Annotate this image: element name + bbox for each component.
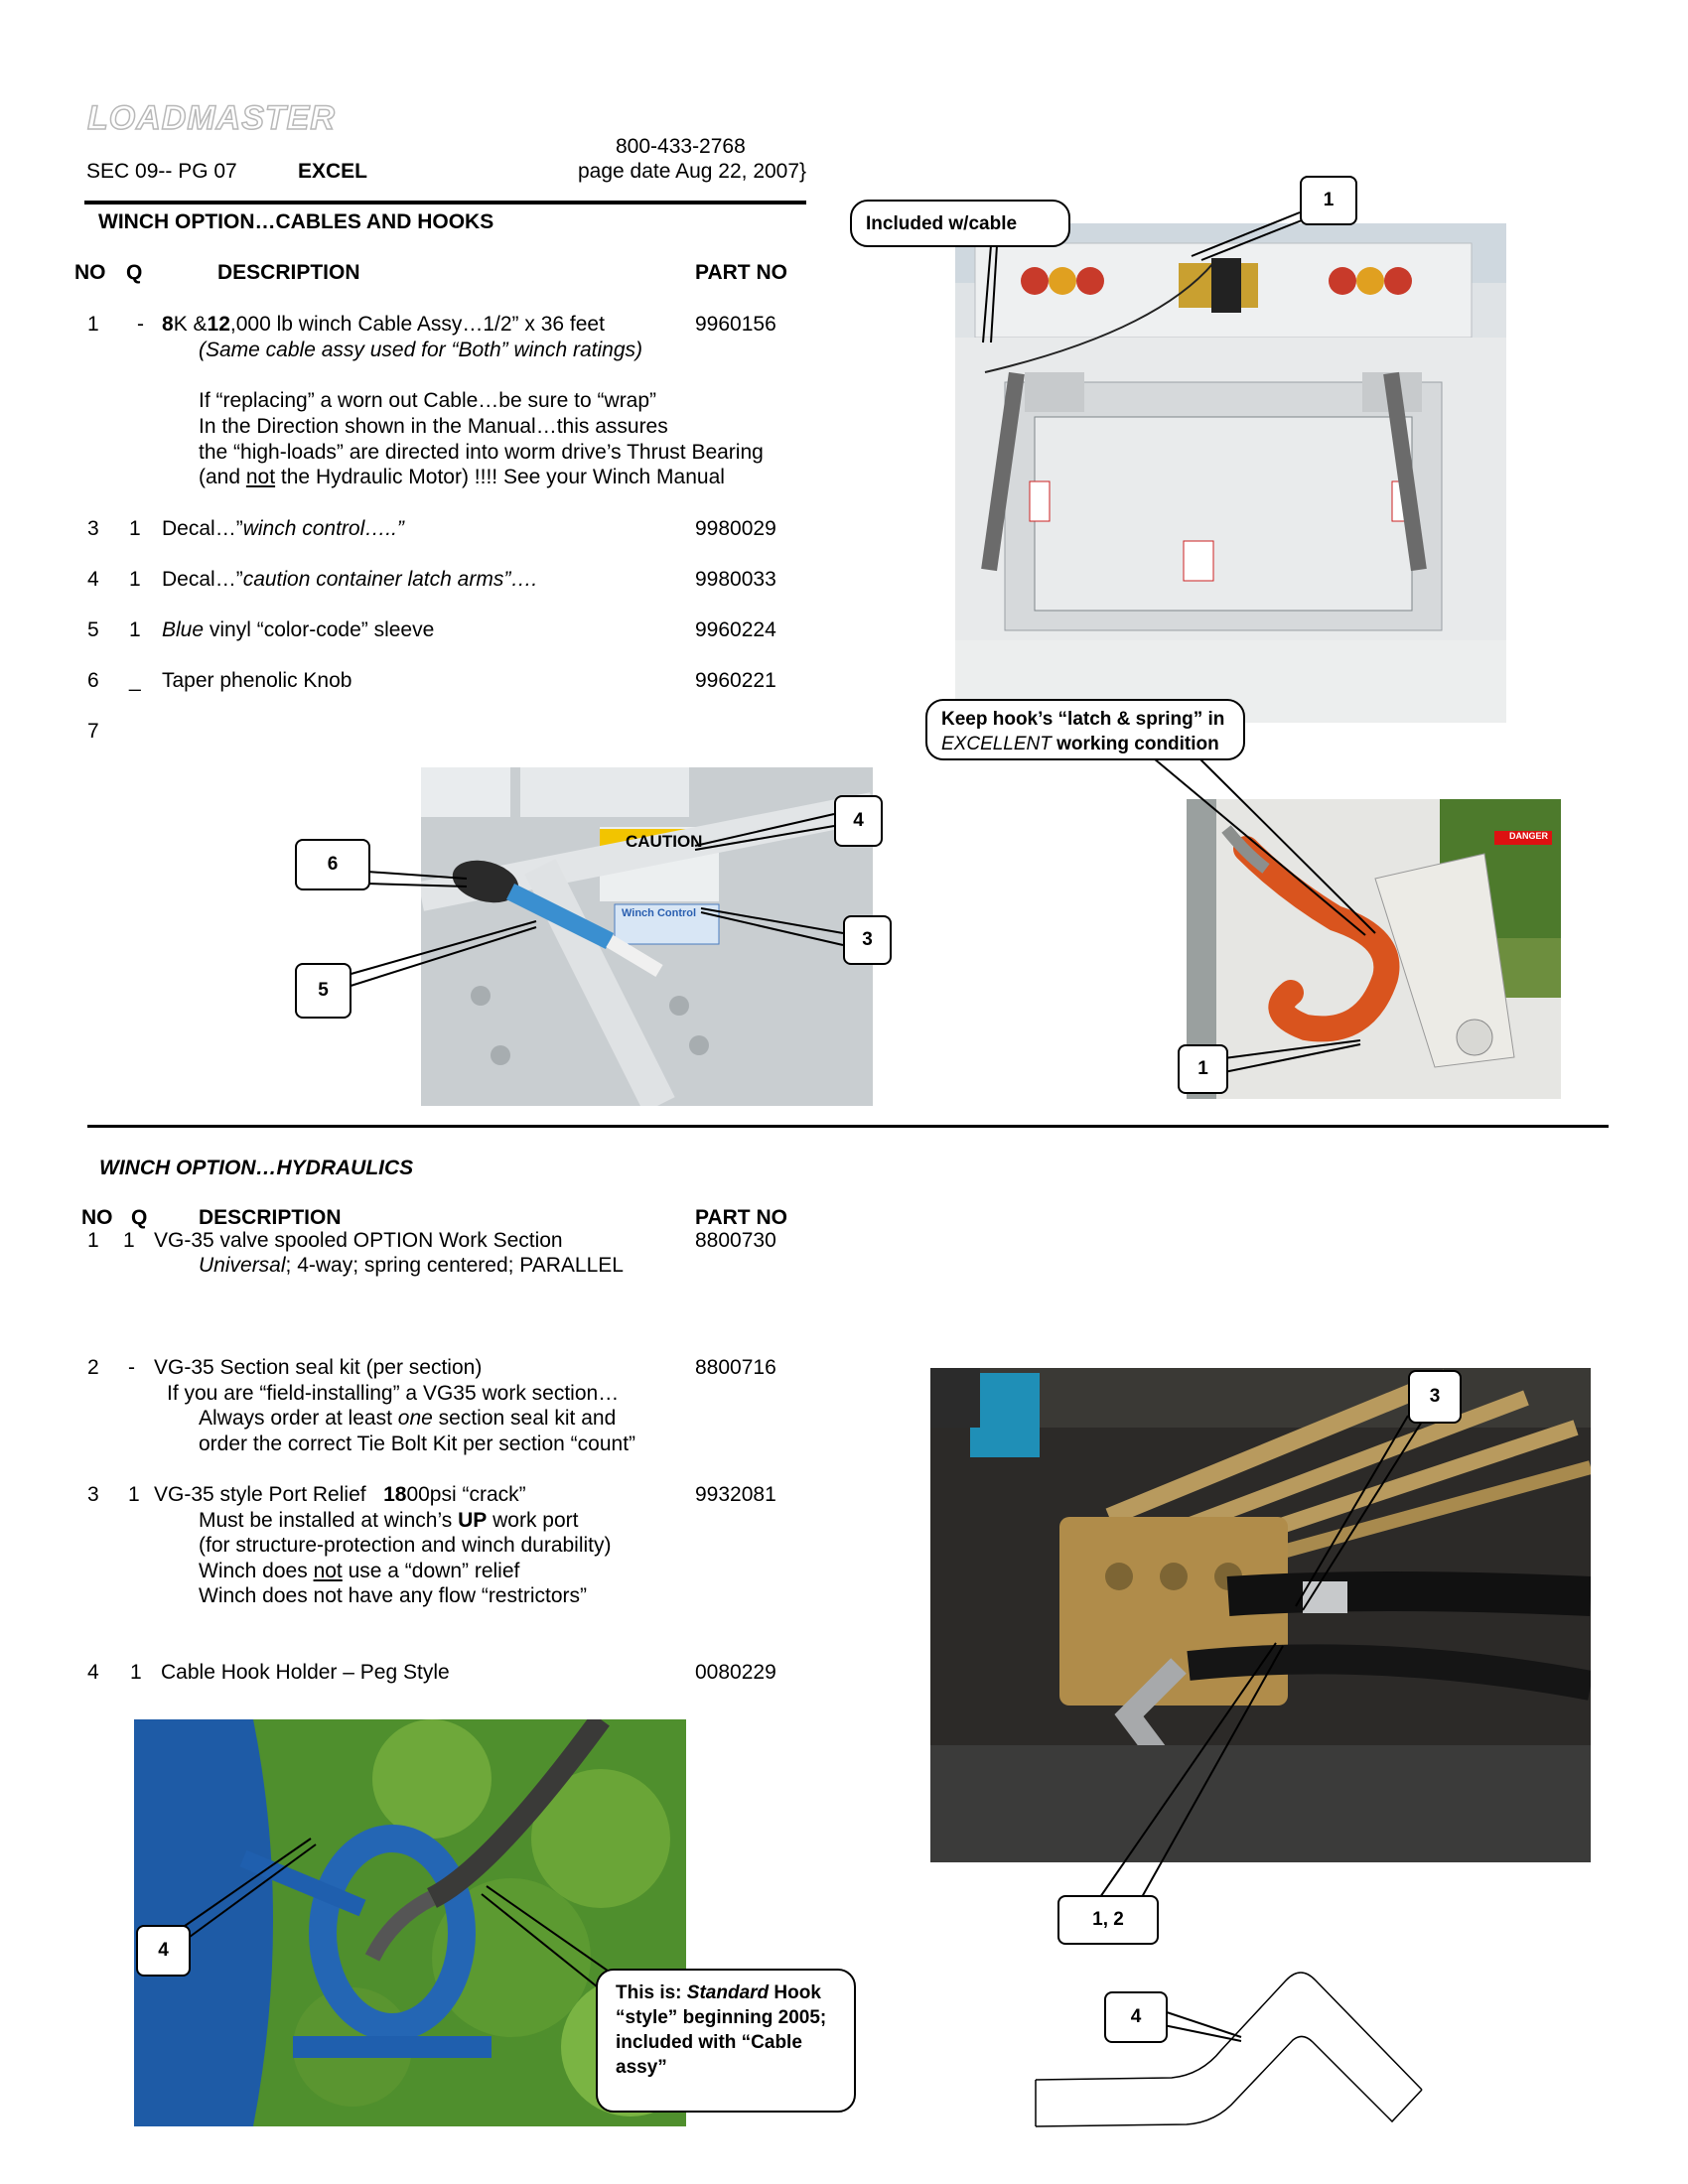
cable-item-1-para-line-3: the “high-loads” are directed into worm drive’s Thrust Bearing [199, 441, 764, 464]
decal-callout-4: 4 [834, 795, 883, 847]
cable-item-4-q: 1 [129, 568, 141, 591]
cables-col-part: PART NO [695, 261, 787, 284]
cable-item-7-no: 7 [87, 720, 99, 743]
section-page: SEC 09-- PG 07 [86, 160, 237, 183]
model-name: EXCEL [298, 160, 368, 183]
keep-hook-callout: Keep hook’s “latch & spring” in EXCELLENT working condition [925, 699, 1245, 760]
cables-col-no: NO [74, 261, 106, 284]
hyd-item-2-line-3: order the correct Tie Bolt Kit per section “count” [199, 1433, 636, 1455]
hyd-item-2-line-2: Always order at least one section seal kit and [199, 1407, 617, 1430]
hyd-item-1-part: 8800730 [695, 1229, 776, 1252]
hyd-item-2-part: 8800716 [695, 1356, 776, 1379]
decal-callout-3: 3 [843, 915, 892, 965]
danger-decal-text: DANGER [1509, 831, 1549, 841]
valve-callout-1-2: 1, 2 [1057, 1895, 1159, 1945]
hydraulic-valve-photo [930, 1368, 1591, 1862]
hydraulics-col-no: NO [81, 1206, 113, 1229]
hyd-item-3-line-1: Must be installed at winch’s UP work port [199, 1509, 579, 1532]
cables-section-title: WINCH OPTION…CABLES AND HOOKS [98, 210, 494, 233]
cable-item-5-desc: Blue vinyl “color-code” sleeve [162, 618, 435, 641]
decal-callout-5: 5 [295, 963, 352, 1019]
hyd-item-3-q: 1 [128, 1483, 140, 1506]
cables-col-q: Q [126, 261, 143, 284]
hyd-item-4-desc: Cable Hook Holder – Peg Style [161, 1661, 450, 1684]
cable-item-5-part: 9960224 [695, 618, 776, 641]
cable-item-4-part: 9980033 [695, 568, 776, 591]
peg-callout-4: 4 [136, 1925, 191, 1977]
hydraulics-col-part: PART NO [695, 1206, 787, 1229]
cable-item-5-q: 1 [129, 618, 141, 641]
cable-item-4-desc: Decal…”caution container latch arms”…. [162, 568, 538, 591]
cable-item-3-desc: Decal…”winch control…..” [162, 517, 404, 540]
loadmaster-logo: LOADMASTER [87, 99, 336, 137]
hook-callout-1: 1 [1178, 1044, 1228, 1094]
hyd-item-1-sub: Universal; 4-way; spring centered; PARALLEL [199, 1254, 624, 1277]
drawing-callout-4: 4 [1104, 1991, 1168, 2043]
cable-item-1-part: 9960156 [695, 313, 776, 336]
hydraulics-col-q: Q [131, 1206, 148, 1229]
cable-item-3-q: 1 [129, 517, 141, 540]
hyd-item-3-line-3: Winch does not use a “down” relief [199, 1560, 520, 1582]
hyd-item-2-desc: VG-35 Section seal kit (per section) [154, 1356, 483, 1379]
phone-number: 800-433-2768 [616, 135, 746, 158]
hyd-item-4-q: 1 [130, 1661, 142, 1684]
hyd-item-3-line-4: Winch does not have any flow “restrictors” [199, 1584, 587, 1607]
cable-item-1-note: (Same cable assy used for “Both” winch ratings) [199, 339, 643, 361]
hyd-item-1-q: 1 [123, 1229, 135, 1252]
hydraulics-section-title: WINCH OPTION…HYDRAULICS [99, 1157, 414, 1179]
cable-item-5-no: 5 [87, 618, 99, 641]
cables-col-desc: DESCRIPTION [217, 261, 360, 284]
cable-item-1-no: 1 [87, 313, 99, 336]
hyd-item-1-no: 1 [87, 1229, 99, 1252]
included-cable-callout: Included w/cable [850, 200, 1070, 247]
hook-latch-photo [1187, 799, 1561, 1099]
cable-item-1-para-line-1: If “replacing” a worn out Cable…be sure to “wrap” [199, 389, 657, 412]
cable-item-3-no: 3 [87, 517, 99, 540]
cable-item-6-q: _ [129, 669, 141, 692]
winch-control-decal-photo [421, 767, 873, 1106]
hyd-item-1-desc: VG-35 valve spooled OPTION Work Section [154, 1229, 563, 1252]
hyd-item-3-desc: VG-35 style Port Relief 1800psi “crack” [154, 1483, 526, 1506]
hyd-item-3-line-2: (for structure-protection and winch durability) [199, 1534, 612, 1557]
hyd-item-2-q: - [128, 1356, 135, 1379]
page-date: page date Aug 22, 2007} [578, 160, 807, 183]
cable-item-6-desc: Taper phenolic Knob [162, 669, 352, 692]
cable-item-1-desc: 8K &12,000 lb winch Cable Assy…1/2” x 36 feet [162, 313, 605, 336]
hyd-item-4-part: 0080229 [695, 1661, 776, 1684]
caution-decal-text: CAUTION [626, 832, 703, 851]
cable-item-4-no: 4 [87, 568, 99, 591]
hydraulics-col-desc: DESCRIPTION [199, 1206, 342, 1229]
cable-item-3-part: 9980029 [695, 517, 776, 540]
cable-item-1-para-line-2: In the Direction shown in the Manual…this assures [199, 415, 668, 438]
hyd-item-2-no: 2 [87, 1356, 99, 1379]
cable-item-6-no: 6 [87, 669, 99, 692]
truck-rear-photo [955, 223, 1506, 723]
hyd-item-2-line-1: If you are “field-installing” a VG35 work section… [167, 1382, 620, 1405]
truck-callout-1: 1 [1300, 176, 1357, 225]
hyd-item-3-no: 3 [87, 1483, 99, 1506]
hyd-item-3-part: 9932081 [695, 1483, 776, 1506]
hyd-item-4-no: 4 [87, 1661, 99, 1684]
header-rule [84, 201, 806, 205]
cable-item-1-q: - [137, 313, 144, 336]
standard-hook-callout: This is: Standard Hook “style” beginning 2005; included with “Cable assy” [596, 1969, 856, 2113]
cable-item-1-para-line-4: (and not the Hydraulic Motor) !!!! See your Winch Manual [199, 466, 725, 488]
winch-control-decal-text: Winch Control [622, 907, 697, 919]
section-divider [87, 1125, 1609, 1128]
cable-item-6-part: 9960221 [695, 669, 776, 692]
valve-callout-3: 3 [1408, 1370, 1462, 1424]
decal-callout-6: 6 [295, 839, 370, 890]
